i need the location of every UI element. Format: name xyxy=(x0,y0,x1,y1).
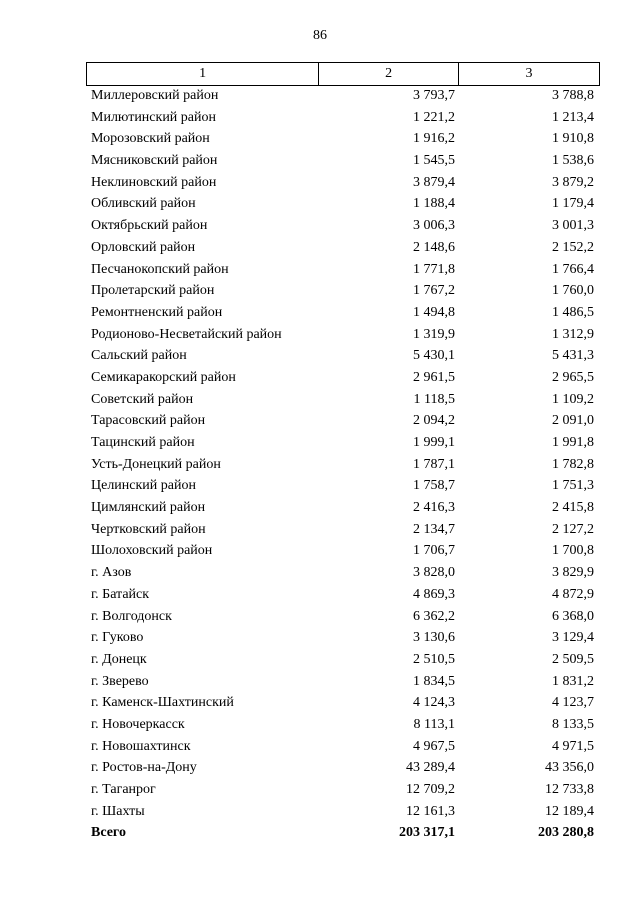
row-name: Миллеровский район xyxy=(91,88,219,103)
row-value-col2: 1 221,2 xyxy=(413,109,455,125)
row-value-col2: 43 289,4 xyxy=(406,760,455,776)
table-row xyxy=(86,607,600,629)
row-value-col3: 2 152,2 xyxy=(552,239,594,255)
table-row xyxy=(86,108,600,130)
table-row xyxy=(86,455,600,477)
row-name: Родионово-Несветайский район xyxy=(91,326,282,342)
row-name: Тацинский район xyxy=(91,435,195,450)
row-value-col3: 2 965,5 xyxy=(552,369,594,385)
row-value-col3: 3 001,3 xyxy=(552,218,594,234)
row-value-col2: 4 869,3 xyxy=(413,586,455,602)
row-value-col3: 1 751,3 xyxy=(552,478,594,494)
row-value-col2: 1 767,2 xyxy=(413,283,455,299)
row-value-col3: 6 368,0 xyxy=(552,608,594,624)
row-name: Шолоховский район xyxy=(91,543,213,559)
table-row xyxy=(86,476,600,498)
table-row xyxy=(86,715,600,737)
data-table-body xyxy=(86,86,600,845)
table-row xyxy=(86,151,600,173)
row-value-col2: 1 118,5 xyxy=(413,391,455,407)
row-value-col2: 6 362,2 xyxy=(413,608,455,624)
table-row xyxy=(86,325,600,347)
row-value-col3: 1 486,5 xyxy=(552,304,594,320)
row-value-col3: 4 123,7 xyxy=(552,695,594,711)
table-row xyxy=(86,194,600,216)
row-name: г. Батайск xyxy=(91,586,150,602)
column-header-row xyxy=(87,63,600,86)
row-name: Целинский район xyxy=(91,478,196,494)
row-name: г. Зверево xyxy=(91,673,149,689)
row-value-col3: 3 829,9 xyxy=(552,565,594,581)
table-row xyxy=(86,346,600,368)
row-value-col2: 1 758,7 xyxy=(413,478,455,494)
row-name: Песчанокопский район xyxy=(91,261,229,277)
table-row xyxy=(86,628,600,650)
table-row xyxy=(86,260,600,282)
table-row xyxy=(86,498,600,520)
row-value-col2: 2 148,6 xyxy=(413,239,455,255)
row-name: Семикаракорский район xyxy=(91,369,236,385)
row-name: г. Ростов-на-Дону xyxy=(91,760,197,776)
row-value-col3: 1 782,8 xyxy=(552,456,594,472)
table-row xyxy=(86,281,600,303)
table-row xyxy=(86,411,600,433)
row-value-col2: 2 510,5 xyxy=(413,651,455,667)
total-name: Всего xyxy=(91,825,126,841)
row-name: г. Азов xyxy=(91,565,132,581)
row-name: Орловский район xyxy=(91,239,196,255)
row-name: Сальский район xyxy=(91,348,187,364)
row-name: г. Новочеркасск xyxy=(91,716,185,732)
table-row xyxy=(86,650,600,672)
page-number: 86 xyxy=(313,28,327,43)
row-name: Усть-Донецкий район xyxy=(91,456,221,472)
row-value-col2: 3 828,0 xyxy=(413,565,455,581)
table-row xyxy=(86,129,600,151)
table-row xyxy=(86,238,600,260)
row-value-col2: 3 793,7 xyxy=(413,88,455,103)
row-name: Милютинский район xyxy=(91,109,217,125)
row-value-col3: 1 760,0 xyxy=(552,283,594,299)
row-value-col2: 1 545,5 xyxy=(413,153,455,169)
table-row xyxy=(86,693,600,715)
row-value-col2: 2 416,3 xyxy=(413,500,455,516)
row-name: Ремонтненский район xyxy=(91,304,223,320)
table-row xyxy=(86,563,600,585)
row-value-col3: 1 700,8 xyxy=(552,543,594,559)
row-name: г. Донецк xyxy=(91,651,147,667)
row-name: г. Каменск-Шахтинский xyxy=(91,695,234,711)
row-value-col2: 12 709,2 xyxy=(406,782,455,797)
row-value-col3: 1 991,8 xyxy=(552,435,594,450)
row-name: г. Волгодонск xyxy=(91,608,172,624)
row-value-col3: 1 312,9 xyxy=(552,326,594,342)
row-value-col3: 8 133,5 xyxy=(552,716,594,732)
table-row xyxy=(86,390,600,412)
row-value-col2: 8 113,1 xyxy=(413,716,455,732)
table-row xyxy=(86,368,600,390)
column-header-2: 2 xyxy=(319,63,459,86)
row-value-col3: 2 415,8 xyxy=(552,500,594,516)
row-value-col2: 3 006,3 xyxy=(413,218,455,234)
table-row xyxy=(86,802,600,824)
table-row xyxy=(86,737,600,759)
row-value-col2: 12 161,3 xyxy=(406,803,455,819)
row-name: г. Таганрог xyxy=(91,782,156,797)
column-header-1: 1 xyxy=(87,63,319,86)
row-value-col3: 1 213,4 xyxy=(552,109,594,125)
total-value-col2: 203 317,1 xyxy=(399,825,455,841)
total-row xyxy=(86,823,600,845)
row-value-col2: 5 430,1 xyxy=(413,348,455,364)
row-value-col3: 3 788,8 xyxy=(552,88,594,103)
row-name: Морозовский район xyxy=(91,131,210,147)
row-value-col3: 2 509,5 xyxy=(552,651,594,667)
row-value-col2: 1 787,1 xyxy=(413,456,455,472)
table-row xyxy=(86,541,600,563)
row-value-col3: 2 091,0 xyxy=(552,413,594,429)
table-row xyxy=(86,672,600,694)
table-row xyxy=(86,585,600,607)
row-name: г. Гуково xyxy=(91,630,144,646)
row-value-col3: 5 431,3 xyxy=(552,348,594,364)
row-value-col2: 4 124,3 xyxy=(413,695,455,711)
row-value-col3: 1 831,2 xyxy=(552,673,594,689)
row-value-col3: 3 129,4 xyxy=(552,630,594,646)
row-value-col3: 1 179,4 xyxy=(552,196,594,212)
row-value-col3: 12 733,8 xyxy=(545,782,594,797)
row-name: Цимлянский район xyxy=(91,500,206,516)
row-value-col3: 1 910,8 xyxy=(552,131,594,147)
row-value-col2: 2 094,2 xyxy=(413,413,455,429)
table-row xyxy=(86,758,600,780)
row-value-col2: 2 134,7 xyxy=(413,521,455,537)
row-value-col3: 2 127,2 xyxy=(552,521,594,537)
row-value-col3: 3 879,2 xyxy=(552,174,594,190)
row-name: Тарасовский район xyxy=(91,413,206,429)
row-name: г. Шахты xyxy=(91,803,145,819)
row-value-col2: 1 494,8 xyxy=(413,304,455,320)
row-value-col2: 2 961,5 xyxy=(413,369,455,385)
column-header-table xyxy=(86,62,600,86)
row-value-col2: 1 188,4 xyxy=(413,196,455,212)
row-name: Октябрьский район xyxy=(91,218,208,234)
row-value-col2: 1 319,9 xyxy=(413,326,455,342)
row-value-col2: 1 916,2 xyxy=(413,131,455,147)
table-row xyxy=(86,173,600,195)
table-row xyxy=(86,86,600,108)
row-value-col2: 3 879,4 xyxy=(413,174,455,190)
table-row xyxy=(86,780,600,802)
table-row xyxy=(86,520,600,542)
row-value-col3: 4 971,5 xyxy=(552,738,594,754)
table-row xyxy=(86,216,600,238)
row-value-col3: 43 356,0 xyxy=(545,760,594,776)
row-name: Мясниковский район xyxy=(91,153,218,169)
row-name: Обливский район xyxy=(91,196,196,212)
row-name: Пролетарский район xyxy=(91,283,215,299)
row-value-col2: 1 706,7 xyxy=(413,543,455,559)
row-value-col3: 4 872,9 xyxy=(552,586,594,602)
row-name: Чертковский район xyxy=(91,521,206,537)
row-value-col3: 1 538,6 xyxy=(552,153,594,169)
row-value-col3: 12 189,4 xyxy=(545,803,594,819)
column-header-3: 3 xyxy=(459,63,600,86)
row-value-col3: 1 766,4 xyxy=(552,261,594,277)
row-value-col2: 1 999,1 xyxy=(413,435,455,450)
row-value-col2: 3 130,6 xyxy=(413,630,455,646)
row-value-col2: 1 834,5 xyxy=(413,673,455,689)
row-value-col2: 1 771,8 xyxy=(413,261,455,277)
row-value-col2: 4 967,5 xyxy=(413,738,455,754)
row-name: г. Новошахтинск xyxy=(91,738,191,754)
row-name: Неклиновский район xyxy=(91,174,217,190)
table-row xyxy=(86,433,600,455)
table-row xyxy=(86,303,600,325)
row-value-col3: 1 109,2 xyxy=(552,391,594,407)
row-name: Советский район xyxy=(91,391,194,407)
total-value-col3: 203 280,8 xyxy=(538,825,594,841)
